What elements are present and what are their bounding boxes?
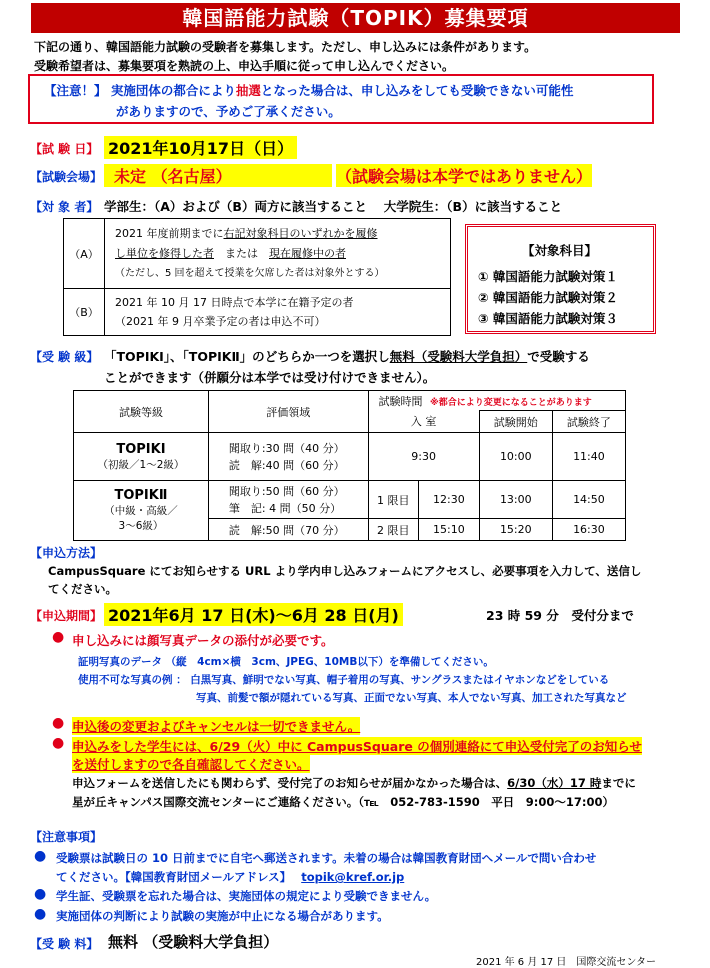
- bullet-icon: ●: [34, 906, 47, 922]
- notice-line-2: がありますので、予めご了承ください。: [116, 104, 341, 119]
- h-end: 試験終了: [552, 411, 625, 433]
- bullet-icon: ●: [34, 886, 47, 902]
- note-2: 学生証、受験票を忘れた場合は、実施団体の規定により受験できません。: [56, 889, 437, 903]
- confirm-line-1: 申込みをした学生には、6/29（火）中に CampusSquare の個別連絡にて申込受付完了のお知らせ: [72, 739, 642, 754]
- condition-a-text: [105, 219, 451, 289]
- p1-enter: 12:30: [418, 481, 479, 519]
- level-label: 【受 験 級】: [30, 350, 99, 364]
- condition-a-l1a: 2021 年度前期までに: [115, 226, 224, 240]
- bullet-icon: ●: [52, 629, 65, 645]
- t2-area-1: 聞取り:50 問（60 分）: [228, 484, 345, 498]
- p2-label: 2 限目: [368, 519, 418, 541]
- notice-lottery: 抽選: [235, 83, 261, 98]
- level-l1a: 「TOPIKⅠ」、「TOPIKⅡ」のどちらか一つを選択し: [104, 349, 390, 364]
- notice-text-c: となった場合は、申し込みをしても受験できない可能性: [260, 83, 574, 98]
- photo-head: 申し込みには顔写真データの添付が必要です。: [72, 633, 334, 648]
- confirm-line-2: を送付しますので各自確認してください。: [72, 757, 310, 772]
- t2-area-2: 筆 記: 4 問（50 分）: [228, 501, 342, 515]
- page-title: 韓国語能力試験（TOPIK）募集要項: [31, 3, 680, 33]
- subject-item-1: ① 韓国語能力試験対策１: [478, 269, 618, 284]
- t1-start: 10:00: [479, 433, 552, 481]
- h-start: 試験開始: [479, 411, 552, 433]
- confirm-line-3: [72, 775, 636, 791]
- notice-tag: 【注意！】: [44, 83, 107, 98]
- venue-label: 【試験会場】: [30, 170, 103, 184]
- fee-value: 無料 （受験料大学負担）: [108, 933, 279, 951]
- condition-a-l1b: 右記対象科目のいずれかを履修: [223, 226, 378, 240]
- notice-box: [28, 74, 654, 124]
- confirm-l3a: 申込フォームを送信したにも関わらず、受付完了のお知らせが届かなかった場合は、: [72, 776, 508, 790]
- t1-end: 11:40: [552, 433, 625, 481]
- schedule-table: [73, 390, 626, 541]
- h-time: [368, 391, 625, 411]
- period-label: 【申込期間】: [30, 609, 103, 623]
- p1-label: 1 限目: [368, 481, 418, 519]
- period-value: 2021年6月 17 日(木)～6月 28 日(月): [104, 603, 403, 626]
- confirm-l3c: までに: [601, 776, 636, 790]
- p2-start: 15:20: [479, 519, 552, 541]
- condition-a-l2b: または: [214, 246, 269, 260]
- condition-b-l1: 2021 年 10 月 17 日時点で本学に在籍予定の者: [115, 296, 354, 309]
- level-l1b: 無料（受験料大学負担）: [389, 349, 528, 364]
- bullet-icon: ●: [52, 715, 65, 731]
- t2-area-a: [208, 481, 368, 519]
- venue-value: 未定 （名古屋）: [104, 164, 332, 187]
- exam-date-value: 2021年10月17日（日）: [104, 136, 297, 159]
- condition-b-key: （B）: [64, 289, 105, 336]
- condition-a-key: （A）: [64, 219, 105, 289]
- photo-line-3: 写真、前髪で額が隠れている写真、正面でない写真、本人でない写真、加工された写真など: [196, 692, 627, 704]
- confirm-line-4: 星が丘キャンパス国際交流センターにご連絡ください。（℡ 052-783-1590 平日 9:00～17:00）: [72, 795, 614, 809]
- notice-line-1: [44, 81, 573, 99]
- condition-a-l3: （ただし、5 回を超えて授業を欠席した者は対象外とする）: [115, 267, 385, 279]
- level-line-1: [104, 347, 590, 365]
- eligible-value: 学部生：（A）および（B）両方に該当すること 大学院生：（B）に該当すること: [104, 199, 563, 214]
- method-label: 【申込方法】: [30, 546, 103, 560]
- confirm-l3b: 6/30（水）17 時: [507, 776, 602, 790]
- t1-level: [74, 433, 209, 481]
- intro-line-1: 下記の通り、韓国語能力試験の受験者を募集します。ただし、申し込みには条件があります。: [34, 40, 537, 54]
- t2-level: [74, 481, 209, 541]
- subject-item-2: ② 韓国語能力試験対策２: [478, 290, 618, 305]
- email-link[interactable]: topik@kref.or.jp: [301, 870, 405, 884]
- note-1a: 受験票は試験日の 10 日前までに自宅へ郵送されます。未着の場合は韓国教育財団へメールで問い合わせ: [56, 851, 597, 865]
- note-3: 実施団体の判断により試験の実施が中止になる場合があります。: [56, 909, 389, 923]
- t1-sub: （初級／1～2級）: [97, 458, 185, 471]
- note-1b: てください。【韓国教育財団メールアドレス】: [56, 870, 292, 884]
- exam-date-label: 【試 験 日】: [30, 142, 99, 156]
- t2-sub-2: 3～6級）: [118, 520, 164, 532]
- subjects-title: 【対象科目】: [522, 243, 598, 258]
- intro-line-2: 受験希望者は、募集要項を熟読の上、申込手順に従って申し込んでください。: [34, 59, 455, 73]
- t2-area-3: 読 解:50 問（70 分）: [208, 519, 368, 541]
- bullet-icon: ●: [52, 735, 65, 751]
- bullet-icon: ●: [34, 848, 47, 864]
- t1-area-2: 読 解:40 問（60 分）: [228, 458, 345, 472]
- cancel-head: 申込後の変更およびキャンセルは一切できません。: [72, 719, 361, 734]
- h-time-note: ※都合により変更になることがあります: [430, 397, 592, 408]
- h-enter: 入 室: [368, 411, 479, 433]
- h-area: 評価領域: [208, 391, 368, 433]
- t1-name: TOPIKⅠ: [116, 441, 166, 457]
- notes-label: 【注意事項】: [30, 830, 103, 844]
- fee-label: 【受 験 料】: [30, 937, 99, 951]
- eligible-label: 【対 象 者】: [30, 200, 99, 214]
- p1-start: 13:00: [479, 481, 552, 519]
- p1-end: 14:50: [552, 481, 625, 519]
- conditions-table: [63, 218, 451, 336]
- condition-a-l2c: 現在履修中の者: [269, 246, 346, 260]
- condition-b-text: [105, 289, 451, 336]
- h-level: 試験等級: [74, 391, 209, 433]
- t2-name: TOPIKⅡ: [114, 488, 168, 503]
- photo-line-2: 使用不可な写真の例 ： 白黒写真、鮮明でない写真、帽子着用の写真、サングラスまたはイヤホンなどをしている: [78, 674, 610, 686]
- venue-note: （試験会場は本学ではありません）: [336, 164, 592, 187]
- p2-end: 16:30: [552, 519, 625, 541]
- subject-item-3: ③ 韓国語能力試験対策３: [478, 311, 618, 326]
- t2-sub-1: （中級・高級／: [104, 505, 178, 517]
- method-line-2: てください。: [48, 582, 117, 596]
- p2-enter: 15:10: [418, 519, 479, 541]
- level-line-2: ことができます（併願分は本学では受け付けできません）。: [104, 370, 436, 385]
- level-l1c: で受験する: [527, 349, 590, 364]
- subjects-box: [465, 224, 656, 334]
- condition-b-l2: （2021 年 9 月卒業予定の者は申込不可）: [115, 315, 326, 328]
- condition-a-l2a: し単位を修得した者: [115, 246, 214, 260]
- period-tail: 23 時 59 分 受付分まで: [486, 608, 634, 623]
- h-time-label: 試験時間: [378, 394, 423, 408]
- notice-text-a: 実施団体の都合により: [110, 83, 236, 98]
- note-1b-line: [56, 869, 404, 885]
- t1-area-1: 聞取り:30 問（40 分）: [228, 441, 345, 455]
- t1-area: [208, 433, 368, 481]
- footer: 2021 年 6 月 17 日 国際交流センター: [476, 957, 657, 968]
- method-line-1: CampusSquare にてお知らせする URL より学内申し込みフォームにアクセスし、必要事項を入力して、送信し: [48, 564, 642, 578]
- t1-enter: 9:30: [368, 433, 479, 481]
- photo-line-1: 証明写真のデータ （縦 4cm×横 3cm、JPEG、10MB以下）を準備してください。: [78, 656, 494, 668]
